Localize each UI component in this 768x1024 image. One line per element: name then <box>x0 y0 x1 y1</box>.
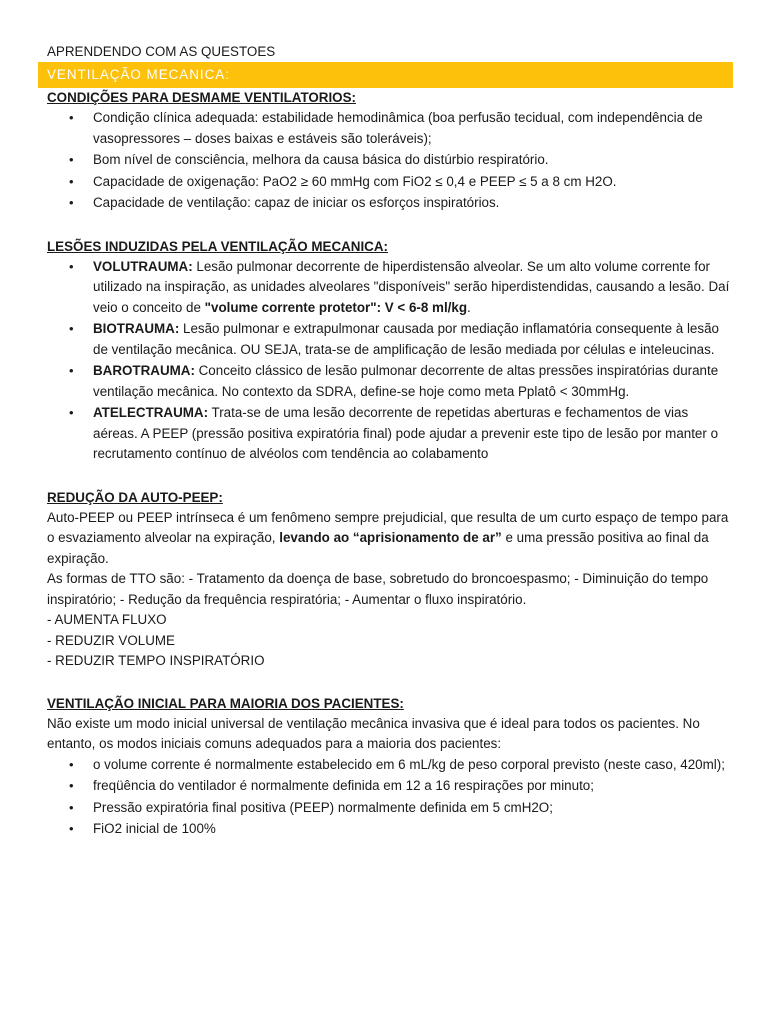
bullet-icon: • <box>69 110 74 125</box>
inicial-list <box>47 755 731 840</box>
autopeep-paragraph: Auto-PEEP ou PEEP intrínseca é um fenômeno sempre prejudicial, que resulta de um curto espaço de tempo para o esvaziamento alveolar na expiração, levando ao “aprisionamento de ar” e uma pressão positiva ao final da expiração. <box>47 509 729 566</box>
bullet-icon: • <box>69 778 74 793</box>
bullet-icon: • <box>69 363 74 378</box>
bullet-icon: • <box>69 321 74 336</box>
document-page <box>47 42 731 841</box>
bullet-icon: • <box>69 821 74 836</box>
autopeep-line: - AUMENTA FLUXO <box>47 612 167 627</box>
autopeep-line: - REDUZIR TEMPO INSPIRATÓRIO <box>47 653 265 668</box>
autopeep-line: - REDUZIR VOLUME <box>47 632 175 648</box>
autopeep-heading: REDUÇÃO DA AUTO-PEEP: <box>47 489 223 505</box>
list-item: • Condição clínica adequada: estabilidade hemodinâmica (boa perfusão tecidual, com independência de vasopressores – doses baixas e estáveis são toleráveis); <box>69 110 703 146</box>
list-item: • Pressão expiratória final positiva (PEEP) normalmente definida em 5 cmH2O; <box>47 798 731 819</box>
inicial-paragraph: Não existe um modo inicial universal de ventilação mecânica invasiva que é ideal para todos os pacientes. No entanto, os modos iniciais comuns adequados para a maioria dos pacientes: <box>47 715 700 751</box>
bullet-icon: • <box>69 258 74 274</box>
list-item-barotrauma: • BAROTRAUMA: Conceito clássico de lesão pulmonar decorrente de altas pressões inspiratórias durante ventilação mecânica. No contexto da SDRA, define-se hoje como meta Pplatô < 30mmHg. <box>69 363 719 399</box>
autopeep-treatment-paragraph: As formas de TTO são: - Tratamento da doença de base, sobretudo do broncoespasmo; - Diminuição do tempo inspiratório; - Redução da frequência respiratória; - Aumentar o fluxo inspiratório. <box>47 571 709 607</box>
bullet-icon: • <box>69 405 74 420</box>
list-item: • o volume corrente é normalmente estabelecido em 6 mL/kg de peso corporal previsto (neste caso, 420ml); <box>47 755 731 776</box>
document-header-title: APRENDENDO COM AS QUESTOES <box>47 44 276 59</box>
list-item-atelectrauma: • ATELECTRAUMA: Trata-se de uma lesão decorrente de repetidas aberturas e fechamentos de vias aéreas. A PEEP (pressão positiva expiratória final) pode ajudar a prevenir este tipo de lesão por manter o recrutamento contínuo de alvéolos com tendência ao colabamento <box>69 405 719 461</box>
bullet-icon: • <box>69 195 74 210</box>
list-item: • freqüência do ventilador é normalmente definida em 12 a 16 respirações por minuto; <box>47 776 731 797</box>
desmame-heading: CONDIÇÕES PARA DESMAME VENTILATORIOS: <box>47 90 356 105</box>
list-item: • Capacidade de ventilação: capaz de iniciar os esforços inspiratórios. <box>47 193 731 214</box>
section-banner: VENTILAÇÃO MECANICA: <box>38 62 733 88</box>
lesoes-list <box>47 257 731 465</box>
list-item: • FiO2 inicial de 100% <box>47 819 731 840</box>
list-item-volutrauma: • VOLUTRAUMA: Lesão pulmonar decorrente de hiperdistensão alveolar. Se um alto volume corrente for utilizado na inspiração, as unidades alveolares "disponíveis" serão hiperdistendidas, causando a lesão. Daí veio o conceito de "volume corrente protetor": V < 6-8 ml/kg. <box>69 258 730 315</box>
list-item-biotrauma: • BIOTRAUMA: Lesão pulmonar e extrapulmonar causada por mediação inflamatória consequente à lesão de ventilação mecânica. OU SEJA, trata-se de amplificação de lesão mediada por células e inteleucinas. <box>69 321 719 357</box>
lesoes-heading: LESÕES INDUZIDAS PELA VENTILAÇÃO MECANICA: <box>47 238 388 254</box>
bullet-icon: • <box>69 152 74 167</box>
bullet-icon: • <box>69 799 74 815</box>
list-item: • Bom nível de consciência, melhora da causa básica do distúrbio respiratório. <box>47 150 731 171</box>
desmame-list <box>47 108 731 214</box>
bullet-icon: • <box>69 173 74 189</box>
list-item: • Capacidade de oxigenação: PaO2 ≥ 60 mmHg com FiO2 ≤ 0,4 e PEEP ≤ 5 a 8 cm H2O. <box>47 172 731 193</box>
inicial-heading: VENTILAÇÃO INICIAL PARA MAIORIA DOS PACIENTES: <box>47 695 404 711</box>
bullet-icon: • <box>69 756 74 772</box>
